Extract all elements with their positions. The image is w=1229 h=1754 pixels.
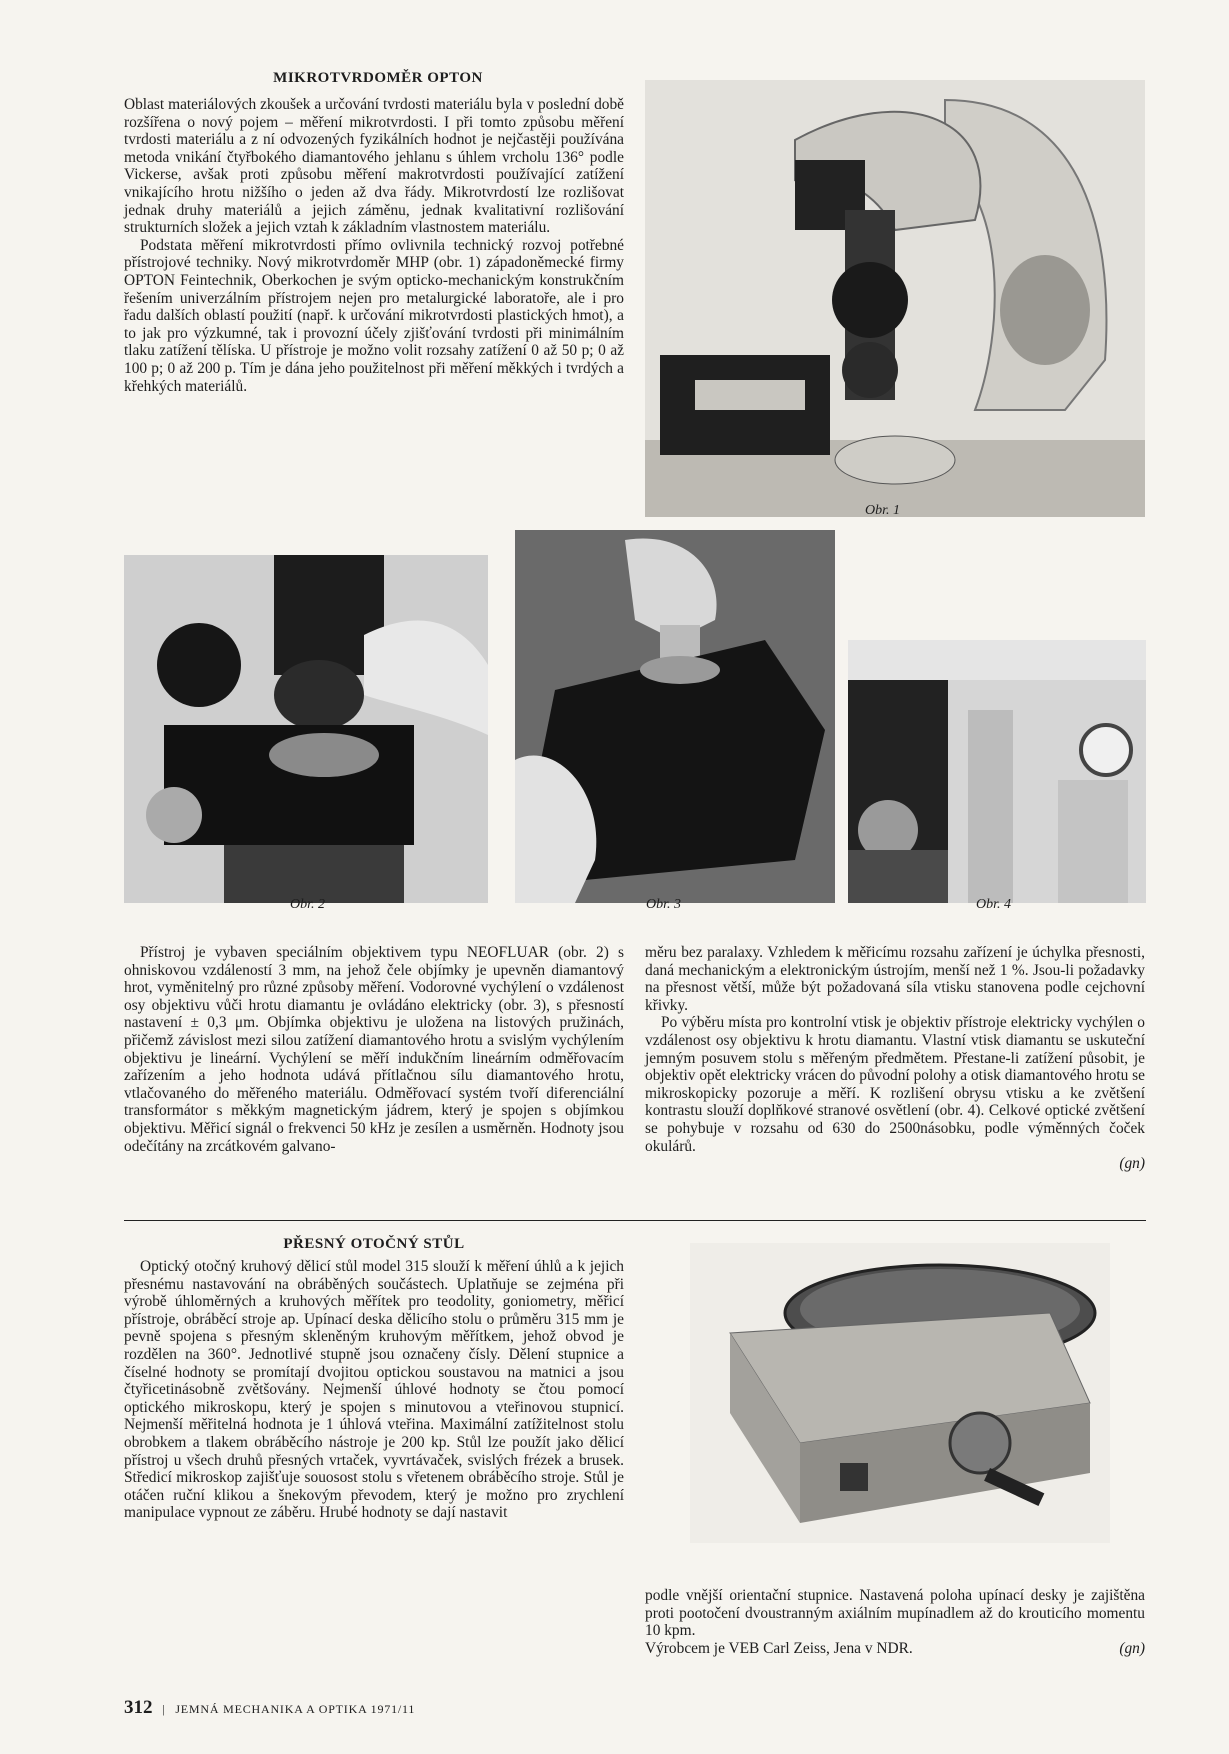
body-paragraph: podle vnější orientační stupnice. Nastavená poloha upínací desky je zajištěna proti pootočení dvoustranným axiálním mupínadlem až do krouticího momentu 10 kpm. (645, 1587, 1145, 1640)
article-body-left (124, 944, 624, 1155)
body-paragraph: měru bez paralaxy. Vzhledem k měřicímu rozsahu zařízení je úchylka přesnosti, daná mechanickým a elektronickým ústrojím, menší než 1 %. Jsou-li požadavky na přesnost větší, může být požadovaná síla vtisku stanovena podle cejchovní křivky. (645, 944, 1145, 1014)
article-body-left (124, 1258, 624, 1522)
article-title: MIKROTVRDOMĚR OPTON (273, 70, 483, 86)
rotary-table-photo (690, 1243, 1110, 1543)
figure-1-caption: Obr. 1 (865, 503, 901, 518)
footer-separator: | (162, 1702, 166, 1716)
article-body-right (645, 1587, 1145, 1657)
figure-2-photo (124, 555, 488, 903)
body-paragraph: Přístroj je vybaven speciálním objektivem typu NEOFLUAR (obr. 2) s ohniskovou vzdáleností 3 mm, na jehož čele objímky je upevněn diamantový hrot, vyměnitelný pro různé způsoby měření. Vodorovné vychýlení o vzdálenost osy objektivu vůči hrotu diamantu je ovládáno elektricky (obr. 3), s přesností nastavení ± 0,3 μm. Objímka objektivu je uložena na listových pružinách, přičemž závislost mezi silou zatížení diamantového hrotu a svislým vychýlením objektivu je lineární. Vychýlení se měří indukčním lineárním odměřovacím zařízením a jeho hodnota udává přítlačnou sílu diamantového hrotu, vtlačovaného do měřeného materiálu. Odměřovací systém tvoří diferenciální transformátor s měkkým magnetickým jádrem, který je spojen s objímkou objektivu. Měřicí signál o frekvenci 50 kHz je zesílen a usměrněn. Hodnoty jsou odečítány na zrcátkovém galvano- (124, 944, 624, 1155)
figure-1-photo (645, 80, 1145, 517)
signature: (gn) (1119, 1155, 1145, 1173)
intro-paragraph: Podstata měření mikrotvrdosti přímo ovlivnila technický rozvoj potřebné přístrojové techniky. Nový mikrotvrdoměr MHP (obr. 1) západoněmecké firmy OPTON Feintechnik, Oberkochen je svým opticko-mechanickým konstrukčním řešením univerzálním přístrojem nejen pro metalurgické laboratoře, ale i pro řadu dalších oblastí použití (např. k určování mikrotvrdosti plastických hmot), a to jak pro výzkumné, tak i provozní účely zjišťování tvrdosti při minimálním tlaku zatížení tělíska. U přístroje je možno volit rozsahy zatížení 0 až 50 p; 0 až 100 p; 0 až 200 p. Tím je dána jeho použitelnost při měření měkkých i tvrdých a křehkých materiálů. (124, 236, 624, 395)
page-footer (124, 1697, 415, 1719)
body-paragraph: Optický otočný kruhový dělicí stůl model 315 slouží k měření úhlů a k jejich přesnému nastavování na obráběných součástech. Uplatňuje se zejména při výrobě úhloměrných a kruhových měřítek pro teodolity, goniometry, měřicí přístroje, obráběcí stroje ap. Upínací deska dělicího stolu o průměru 315 mm je pevně spojena s přesným skleněným kruhovým měřítkem, jehož obvod je rozdělen na 360°. Jednotlivé stupně jsou označeny čísly. Dělení stupnice a číselné hodnoty se promítají dvojitou optickou soustavou na matnici a jsou čtyřicetinásobně zvětšovány. Nejmenší úhlové hodnoty se čtou pomocí optického mikroskopu, který je spojen s minutovou a vteřinovou stupnicí. Nejmenší měřitelná hodnota je 1 úhlová vteřina. Maximální zatížitelnost stolu obrobkem a tlakem obráběcího nástroje je 200 kp. Stůl lze použít jako dělicí přístroj u všech druhů přesných vrtaček, vyvrtávaček, svislých frézek a brusek. Středicí mikroskop zajišťuje souosost stolu s vřetenem obráběcího stroje. Stůl je otáčen ruční klikou a šnekovým převodem, který je možno pro zrychlení manipulace vypnout ze záběru. Hrubé hodnoty se dají nastavit (124, 1258, 624, 1522)
article-body-right (645, 944, 1145, 1173)
manufacturer-note: Výrobcem je VEB Carl Zeiss, Jena v NDR. (645, 1639, 913, 1657)
body-paragraph: Po výběru místa pro kontrolní vtisk je objektiv přístroje elektricky vychýlen o vzdálenost osy objektivu k hrotu diamantu. Vlastní vtisk diamantu se uskuteční jemným posuvem stolu s měřeným předmětem. Přestane-li zatížení působit, je objektiv opět elektricky vrácen do původní polohy a otisk diamantového hrotu se mikroskopicky pozoruje a měří. K rozlišení obrysu vtisku a ke zvětšení kontrastu slouží doplňkové stranové osvětlení (obr. 4). Celkové optické zvětšení se pohybuje v rozsahu od 630 do 2500násobku, podle výměnných čoček okulárů. (645, 1014, 1145, 1155)
section-divider (124, 1220, 1146, 1221)
figure-2-caption: Obr. 2 (290, 897, 326, 912)
figure-4-photo (848, 640, 1146, 903)
journal-name: JEMNÁ MECHANIKA A OPTIKA 1971/11 (175, 1702, 416, 1716)
signature: (gn) (1119, 1639, 1145, 1657)
figure-3-photo (515, 530, 835, 903)
intro-paragraph: Oblast materiálových zkoušek a určování tvrdosti materiálu byla v poslední době rozšířena o nový pojem – měření mikrotvrdosti. I při tomto způsobu měření tvrdosti materiálu a z ní odvozených fyzikálních hodnot je nejčastěji používána metoda vnikání čtyřbokého diamantového jehlanu s úhlem vrcholu 136° podle Vickerse, avšak proti způsobu měření makrotvrdosti používající zatížení vnikajícího hrotu nižšího o jeden až dva řády. Mikrotvrdostí lze rozlišovat jednak druhy materiálů a jejich záměnu, jednak kvalitativní rozlišování strukturních složek a jejich vztah k základním vlastnostem materiálu. (124, 96, 624, 237)
article-title: PŘESNÝ OTOČNÝ STŮL (283, 1236, 465, 1252)
figure-3-caption: Obr. 3 (646, 897, 682, 912)
figure-4-caption: Obr. 4 (976, 897, 1012, 912)
page-number: 312 (124, 1697, 153, 1718)
article-intro (124, 96, 624, 395)
